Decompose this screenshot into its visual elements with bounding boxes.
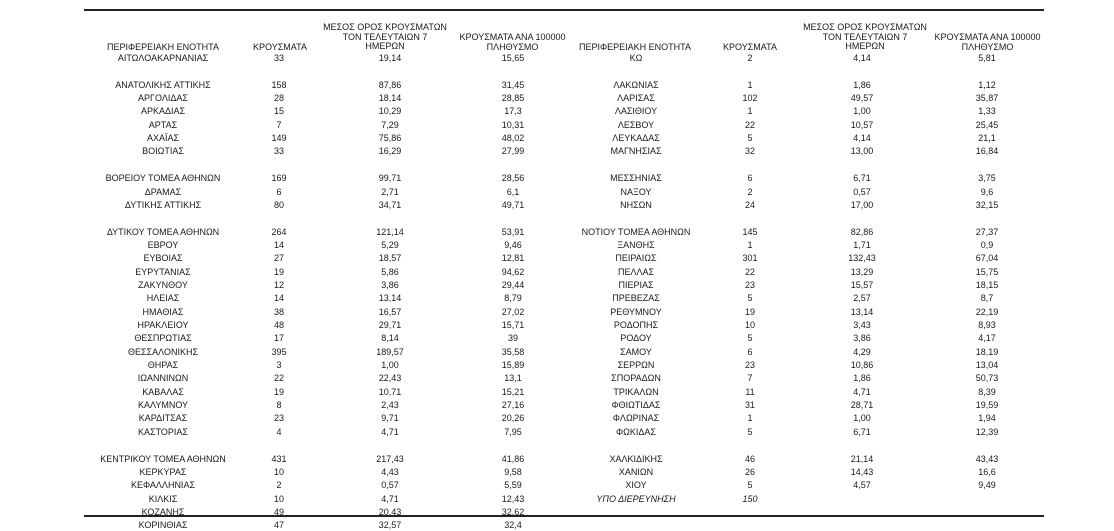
cell-region: ΑΧΑΪΑΣ bbox=[146, 133, 180, 144]
cell-avg7: 2,43 bbox=[381, 400, 399, 411]
left-header-avg7: ΜΕΣΟΣ ΟΡΟΣ ΚΡΟΥΣΜΑΤΩΝ ΤΟΝ ΤΕΛΕΥΤΑΙΩΝ 7 ΗΜΕΡΩΝ bbox=[323, 22, 447, 51]
cell-region: ΧΑΛΚΙΔΙΚΗΣ bbox=[609, 453, 663, 464]
table-row bbox=[0, 146, 1114, 157]
cell-avg7: 99,71 bbox=[378, 173, 402, 184]
table-row bbox=[0, 133, 1114, 144]
cell-avg7: 29,71 bbox=[378, 320, 402, 330]
cell-avg7: 4,71 bbox=[381, 493, 399, 504]
cell-region: ΡΟΔΟΥ bbox=[620, 333, 652, 344]
cell-region: ΑΙΤΩΛΟΑΚΑΡΝΑΝΙΑΣ bbox=[117, 53, 209, 63]
cell-region: ΚΕΦΑΛΛΗΝΙΑΣ bbox=[130, 480, 196, 491]
cell-avg7: 6,71 bbox=[853, 426, 871, 437]
cell-avg7: 15,57 bbox=[850, 279, 874, 290]
cell-per100k: 5,81 bbox=[978, 53, 996, 63]
cell-region: ΠΡΕΒΕΖΑΣ bbox=[612, 293, 660, 304]
cell-region: ΕΒΡΟΥ bbox=[147, 239, 179, 250]
cell-avg7: 16,29 bbox=[378, 146, 402, 157]
cell-cases: 24 bbox=[744, 199, 756, 210]
cell-avg7: 2,71 bbox=[381, 186, 399, 197]
table-row bbox=[0, 480, 1114, 491]
cell-per100k: 16,6 bbox=[978, 466, 996, 477]
cell-cases: 19 bbox=[273, 386, 285, 397]
cell-per100k: 15,89 bbox=[501, 360, 525, 371]
table-row bbox=[0, 227, 1114, 238]
cell-per100k: 10,31 bbox=[501, 119, 525, 130]
cell-avg7: 217,43 bbox=[376, 453, 404, 464]
cell-avg7: 1,00 bbox=[381, 360, 399, 371]
cell-region: ΚΩ bbox=[629, 53, 643, 63]
cell-cases: 7 bbox=[747, 373, 753, 384]
cell-avg7: 19,14 bbox=[378, 53, 402, 63]
cell-cases: 264 bbox=[271, 226, 287, 237]
cell-avg7: 10,57 bbox=[850, 119, 874, 130]
cell-avg7: 18,14 bbox=[378, 93, 402, 104]
cell-cases: 26 bbox=[744, 466, 756, 477]
cell-avg7: 4,71 bbox=[853, 386, 871, 397]
cell-per100k: 8,39 bbox=[978, 386, 996, 397]
cell-cases: 2 bbox=[747, 186, 753, 197]
cell-region: ΚΑΒΑΛΑΣ bbox=[142, 386, 184, 397]
cell-cases: 2 bbox=[747, 53, 753, 63]
cell-avg7: 189,57 bbox=[376, 346, 404, 357]
cell-region: ΛΑΡΙΣΑΣ bbox=[617, 93, 655, 104]
cell-cases: 1 bbox=[747, 239, 753, 250]
cell-avg7: 32,57 bbox=[378, 520, 402, 531]
cell-region: ΗΛΕΙΑΣ bbox=[146, 293, 180, 304]
cell-avg7: 13,14 bbox=[378, 293, 402, 304]
cell-cases: 395 bbox=[271, 346, 287, 357]
cell-per100k: 27,02 bbox=[501, 306, 525, 317]
cell-cases: 47 bbox=[273, 520, 285, 531]
cell-per100k: 27,99 bbox=[501, 146, 525, 157]
cell-cases: 5 bbox=[747, 333, 753, 344]
cell-cases: 7 bbox=[276, 119, 282, 130]
cell-avg7: 75,86 bbox=[378, 133, 402, 144]
cell-cases: 33 bbox=[273, 53, 285, 63]
cell-avg7: 10,86 bbox=[850, 360, 874, 371]
cell-cases: 23 bbox=[744, 360, 756, 371]
cell-per100k: 8,79 bbox=[504, 293, 522, 304]
cell-region: ΦΩΚΙΔΑΣ bbox=[616, 426, 656, 437]
table-row bbox=[0, 360, 1114, 371]
cell-region: ΛΕΣΒΟΥ bbox=[617, 119, 655, 130]
cell-avg7: 0,57 bbox=[381, 480, 399, 491]
table-row bbox=[0, 93, 1114, 104]
cell-per100k: 28,85 bbox=[501, 93, 525, 104]
cell-cases: 10 bbox=[273, 466, 285, 477]
cell-avg7: 1,71 bbox=[853, 239, 871, 250]
cell-region: ΗΡΑΚΛΕΙΟΥ bbox=[137, 320, 189, 330]
bottom-rule bbox=[84, 515, 1044, 517]
cell-region: ΣΠΟΡΑΔΩΝ bbox=[611, 373, 661, 384]
cell-avg7: 3,86 bbox=[853, 333, 871, 344]
cell-cases: 32 bbox=[744, 146, 756, 157]
table-row bbox=[0, 253, 1114, 264]
cell-cases: 5 bbox=[747, 480, 753, 491]
cell-region: ΝΗΣΩΝ bbox=[620, 199, 652, 210]
top-rule bbox=[84, 9, 1044, 11]
cell-per100k: 9,6 bbox=[980, 186, 994, 197]
cell-per100k: 19,59 bbox=[975, 400, 999, 411]
cell-avg7: 34,71 bbox=[378, 199, 402, 210]
cell-avg7: 17,00 bbox=[850, 199, 874, 210]
cell-region: ΚΑΣΤΟΡΙΑΣ bbox=[138, 426, 188, 437]
cell-cases: 17 bbox=[273, 333, 285, 344]
cell-region: ΧΑΝΙΩΝ bbox=[618, 466, 654, 477]
cell-per100k: 32,62 bbox=[501, 506, 525, 517]
cell-cases: 149 bbox=[271, 133, 287, 144]
cell-per100k: 21,1 bbox=[978, 133, 996, 144]
cell-per100k: 15,75 bbox=[975, 266, 999, 277]
cell-cases: 48 bbox=[273, 320, 285, 330]
cell-cases: 27 bbox=[273, 253, 285, 264]
cell-cases: 10 bbox=[744, 320, 756, 330]
cell-avg7: 20,43 bbox=[378, 506, 402, 517]
table-row bbox=[0, 106, 1114, 117]
cell-per100k: 29,44 bbox=[501, 279, 525, 290]
table-row bbox=[0, 347, 1114, 358]
cell-cases: 6 bbox=[747, 346, 753, 357]
cell-avg7: 18,57 bbox=[378, 253, 402, 264]
cell-avg7: 121,14 bbox=[376, 226, 404, 237]
cell-per100k: 1,33 bbox=[978, 106, 996, 117]
cell-cases: 1 bbox=[747, 413, 753, 424]
cell-cases: 3 bbox=[276, 360, 282, 371]
table-row bbox=[0, 66, 1114, 77]
table-row bbox=[0, 413, 1114, 424]
cell-region: ΜΑΓΝΗΣΙΑΣ bbox=[610, 146, 662, 157]
cell-avg7: 3,86 bbox=[381, 279, 399, 290]
cell-region: ΠΙΕΡΙΑΣ bbox=[618, 279, 654, 290]
cell-per100k: 7,95 bbox=[504, 426, 522, 437]
cell-per100k: 67,04 bbox=[975, 253, 999, 264]
cell-cases: 102 bbox=[742, 93, 758, 104]
cell-per100k: 4,17 bbox=[978, 333, 996, 344]
cell-cases: 158 bbox=[271, 79, 287, 90]
cell-per100k: 12,39 bbox=[975, 426, 999, 437]
cell-cases: 23 bbox=[744, 279, 756, 290]
cell-per100k: 9,58 bbox=[504, 466, 522, 477]
cell-avg7: 13,00 bbox=[850, 146, 874, 157]
cell-region: ΑΡΓΟΛΙΔΑΣ bbox=[138, 93, 188, 104]
cell-cases: 6 bbox=[276, 186, 282, 197]
cell-cases: 33 bbox=[273, 146, 285, 157]
cell-avg7: 82,86 bbox=[850, 226, 874, 237]
cell-avg7: 5,29 bbox=[381, 239, 399, 250]
cell-cases: 169 bbox=[271, 173, 287, 184]
cell-avg7: 22,43 bbox=[378, 373, 402, 384]
cell-per100k: 32,4 bbox=[504, 520, 522, 531]
cell-avg7: 1,86 bbox=[853, 373, 871, 384]
table-row bbox=[0, 333, 1114, 344]
cell-per100k: 22,19 bbox=[975, 306, 999, 317]
cell-avg7: 14,43 bbox=[850, 466, 874, 477]
cell-region: ΒΟΡΕΙΟΥ ΤΟΜΕΑ ΑΘΗΝΩΝ bbox=[105, 173, 221, 184]
cell-region: ΚΑΛΥΜΝΟΥ bbox=[137, 400, 189, 411]
cell-avg7: 4,43 bbox=[381, 466, 399, 477]
cell-region: ΒΟΙΩΤΙΑΣ bbox=[142, 146, 184, 157]
table-row bbox=[0, 307, 1114, 318]
cell-region: ΙΩΑΝΝΙΝΩΝ bbox=[137, 373, 189, 384]
table-row bbox=[0, 387, 1114, 398]
table-row bbox=[0, 320, 1114, 331]
cell-cases: 301 bbox=[742, 253, 758, 264]
cell-per100k: 16,84 bbox=[975, 146, 999, 157]
cell-avg7: 21,14 bbox=[850, 453, 874, 464]
cell-cases: 5 bbox=[747, 293, 753, 304]
cell-region: ΤΡΙΚΑΛΩΝ bbox=[613, 386, 659, 397]
cell-cases: 8 bbox=[276, 400, 282, 411]
cell-region: ΠΕΙΡΑΙΩΣ bbox=[615, 253, 657, 264]
cell-region: ΔΥΤΙΚΗΣ ΑΤΤΙΚΗΣ bbox=[124, 199, 202, 210]
cell-per100k: 35,87 bbox=[975, 93, 999, 104]
cell-avg7: 13,29 bbox=[850, 266, 874, 277]
cell-region: ΡΟΔΟΠΗΣ bbox=[613, 320, 659, 330]
table-row bbox=[0, 293, 1114, 304]
cell-region: ΘΕΣΠΡΩΤΙΑΣ bbox=[134, 333, 192, 344]
cell-per100k: 12,81 bbox=[501, 253, 525, 264]
cell-avg7: 87,86 bbox=[378, 79, 402, 90]
cell-per100k: 12,43 bbox=[501, 493, 525, 504]
cell-avg7: 4,57 bbox=[853, 480, 871, 491]
cell-cases: 11 bbox=[745, 386, 755, 397]
cell-avg7: 4,14 bbox=[853, 53, 871, 63]
cell-avg7: 10,71 bbox=[378, 386, 402, 397]
cell-per100k: 9,46 bbox=[504, 239, 522, 250]
table-row bbox=[0, 467, 1114, 478]
cell-region: ΘΕΣΣΑΛΟΝΙΚΗΣ bbox=[127, 346, 199, 357]
cell-avg7: 2,57 bbox=[853, 293, 871, 304]
cell-per100k: 15,65 bbox=[501, 53, 525, 63]
cell-per100k: 13,1 bbox=[504, 373, 522, 384]
table-row bbox=[0, 494, 1114, 505]
cell-region: ΚΕΝΤΡΙΚΟΥ ΤΟΜΕΑ ΑΘΗΝΩΝ bbox=[100, 453, 226, 464]
cell-cases: 1 bbox=[747, 106, 753, 117]
cell-avg7: 4,71 bbox=[381, 426, 399, 437]
cell-avg7: 4,14 bbox=[853, 133, 871, 144]
right-header-region: ΠΕΡΙΦΕΡΕΙΑΚΗ ΕΝΟΤΗΤΑ bbox=[578, 42, 692, 52]
table-row bbox=[0, 240, 1114, 251]
cell-cases: 15 bbox=[273, 106, 285, 117]
cell-avg7: 9,71 bbox=[381, 413, 399, 424]
cell-region: ΖΑΚΥΝΘΟΥ bbox=[138, 279, 188, 290]
cell-cases: 4 bbox=[276, 426, 282, 437]
cell-per100k: 3,75 bbox=[978, 173, 996, 184]
cell-per100k: 1,94 bbox=[978, 413, 996, 424]
cell-per100k: 15,21 bbox=[501, 386, 525, 397]
cell-per100k: 15,71 bbox=[501, 320, 525, 330]
cell-cases: 28 bbox=[273, 93, 285, 104]
table-row bbox=[0, 173, 1114, 184]
cell-cases: 22 bbox=[744, 266, 756, 277]
cell-per100k: 94,62 bbox=[501, 266, 525, 277]
cell-per100k: 27,37 bbox=[975, 226, 999, 237]
cell-per100k: 18,19 bbox=[975, 346, 999, 357]
cell-cases: 14 bbox=[273, 293, 285, 304]
cell-per100k: 41,86 bbox=[501, 453, 525, 464]
cell-cases: 23 bbox=[273, 413, 285, 424]
right-header-avg7: ΜΕΣΟΣ ΟΡΟΣ ΚΡΟΥΣΜΑΤΩΝ ΤΟΝ ΤΕΛΕΥΤΑΙΩΝ 7 ΗΜΕΡΩΝ bbox=[803, 22, 927, 51]
cell-avg7: 132,43 bbox=[848, 253, 876, 264]
cell-avg7: 7,29 bbox=[381, 119, 399, 130]
cell-region: ΘΗΡΑΣ bbox=[147, 360, 179, 371]
cell-per100k: 27,16 bbox=[501, 400, 525, 411]
cell-region: ΥΠΟ ΔΙΕΡΕΥΝΗΣΗ bbox=[596, 493, 676, 504]
cell-per100k: 43,43 bbox=[975, 453, 999, 464]
cell-per100k: 50,73 bbox=[975, 373, 999, 384]
cell-avg7: 49,57 bbox=[850, 93, 874, 104]
cell-region: ΛΑΚΩΝΙΑΣ bbox=[613, 79, 659, 90]
cell-cases: 12 bbox=[273, 279, 285, 290]
cell-avg7: 4,29 bbox=[853, 346, 871, 357]
cell-region: ΔΥΤΙΚΟΥ ΤΟΜΕΑ ΑΘΗΝΩΝ bbox=[106, 226, 220, 237]
cell-per100k: 28,56 bbox=[501, 173, 525, 184]
cell-per100k: 18,15 bbox=[975, 279, 999, 290]
cell-per100k: 17,3 bbox=[504, 106, 522, 117]
cell-cases: 150 bbox=[742, 493, 758, 504]
cell-region: ΠΕΛΛΑΣ bbox=[617, 266, 655, 277]
cell-avg7: 28,71 bbox=[850, 400, 874, 411]
cell-region: ΝΟΤΙΟΥ ΤΟΜΕΑ ΑΘΗΝΩΝ bbox=[581, 226, 691, 237]
cell-cases: 31 bbox=[744, 400, 756, 411]
table-row bbox=[0, 454, 1114, 465]
cell-avg7: 16,57 bbox=[378, 306, 402, 317]
cell-avg7: 8,14 bbox=[381, 333, 399, 344]
cell-cases: 5 bbox=[747, 426, 753, 437]
table-row bbox=[0, 160, 1114, 171]
cell-per100k: 6,1 bbox=[506, 186, 520, 197]
cell-per100k: 5,59 bbox=[504, 480, 522, 491]
cell-cases: 2 bbox=[276, 480, 282, 491]
cell-avg7: 5,86 bbox=[381, 266, 399, 277]
cell-region: ΚΕΡΚΥΡΑΣ bbox=[139, 466, 187, 477]
table-row bbox=[0, 267, 1114, 278]
cell-region: ΑΝΑΤΟΛΙΚΗΣ ΑΤΤΙΚΗΣ bbox=[115, 79, 211, 90]
cell-avg7: 13,14 bbox=[850, 306, 874, 317]
cell-avg7: 1,00 bbox=[853, 106, 871, 117]
table-row bbox=[0, 120, 1114, 131]
cell-region: ΚΑΡΔΙΤΣΑΣ bbox=[138, 413, 188, 424]
cell-region: ΜΕΣΣΗΝΙΑΣ bbox=[610, 173, 662, 184]
cell-cases: 1 bbox=[747, 79, 753, 90]
cell-cases: 145 bbox=[742, 226, 758, 237]
cell-region: ΔΡΑΜΑΣ bbox=[144, 186, 182, 197]
cell-cases: 14 bbox=[273, 239, 285, 250]
cell-region: ΚΟΡΙΝΘΙΑΣ bbox=[138, 520, 188, 531]
cell-region: ΝΑΞΟΥ bbox=[620, 186, 652, 197]
table-row bbox=[0, 440, 1114, 451]
right-header-cases: ΚΡΟΥΣΜΑΤΑ bbox=[723, 42, 777, 52]
cell-avg7: 1,00 bbox=[853, 413, 871, 424]
table-row bbox=[0, 80, 1114, 91]
table-row bbox=[0, 53, 1114, 64]
cell-cases: 22 bbox=[744, 119, 756, 130]
cell-avg7: 6,71 bbox=[853, 173, 871, 184]
table-row bbox=[0, 200, 1114, 211]
cell-region: ΕΥΒΟΙΑΣ bbox=[143, 253, 183, 264]
cell-per100k: 25,45 bbox=[975, 119, 999, 130]
cell-region: ΣΑΜΟΥ bbox=[620, 346, 652, 357]
cell-cases: 49 bbox=[273, 506, 285, 517]
cell-region: ΣΕΡΡΩΝ bbox=[617, 360, 655, 371]
cell-cases: 22 bbox=[273, 373, 285, 384]
cell-avg7: 10,29 bbox=[378, 106, 402, 117]
table-row bbox=[0, 187, 1114, 198]
cell-region: ΗΜΑΘΙΑΣ bbox=[142, 306, 184, 317]
cell-per100k: 9,49 bbox=[978, 480, 996, 491]
cell-region: ΞΑΝΘΗΣ bbox=[617, 239, 655, 250]
cell-per100k: 53,91 bbox=[501, 226, 525, 237]
cell-per100k: 31,45 bbox=[501, 79, 525, 90]
cell-avg7: 0,57 bbox=[853, 186, 871, 197]
cell-per100k: 49,71 bbox=[501, 199, 525, 210]
cell-region: ΛΕΥΚΑΔΑΣ bbox=[612, 133, 660, 144]
cell-region: ΚΙΛΚΙΣ bbox=[148, 493, 178, 504]
cell-per100k: 32,15 bbox=[975, 199, 999, 210]
cell-region: ΕΥΡΥΤΑΝΙΑΣ bbox=[135, 266, 191, 277]
cell-per100k: 8,7 bbox=[980, 293, 994, 304]
cell-cases: 10 bbox=[273, 493, 285, 504]
left-header-per100k: ΚΡΟΥΣΜΑΤΑ ΑΝΑ 100000 ΠΛΗΘΥΣΜΟ bbox=[459, 32, 566, 52]
cell-cases: 19 bbox=[744, 306, 756, 317]
cell-cases: 46 bbox=[744, 453, 756, 464]
cell-region: ΧΙΟΥ bbox=[625, 480, 647, 491]
cell-cases: 19 bbox=[273, 266, 285, 277]
cell-region: ΡΕΘΥΜΝΟΥ bbox=[610, 306, 662, 317]
table-row bbox=[0, 213, 1114, 224]
left-header-region: ΠΕΡΙΦΕΡΕΙΑΚΗ ΕΝΟΤΗΤΑ bbox=[106, 42, 220, 52]
cell-region: ΚΟΖΑΝΗΣ bbox=[141, 506, 185, 517]
cell-region: ΑΡΤΑΣ bbox=[148, 119, 178, 130]
table-row bbox=[0, 400, 1114, 411]
cell-per100k: 35,58 bbox=[501, 346, 525, 357]
cell-region: ΦΛΩΡΙΝΑΣ bbox=[612, 413, 660, 424]
table-row bbox=[0, 280, 1114, 291]
table-row bbox=[0, 520, 1114, 531]
cell-cases: 431 bbox=[271, 453, 287, 464]
cell-cases: 5 bbox=[747, 133, 753, 144]
cell-avg7: 1,86 bbox=[853, 79, 871, 90]
table-row bbox=[0, 427, 1114, 438]
table-row bbox=[0, 373, 1114, 384]
cell-per100k: 48,02 bbox=[501, 133, 525, 144]
cell-per100k: 39 bbox=[507, 333, 519, 344]
cell-cases: 38 bbox=[273, 306, 285, 317]
cell-cases: 6 bbox=[747, 173, 753, 184]
cell-per100k: 20,26 bbox=[501, 413, 525, 424]
cell-per100k: 0,9 bbox=[980, 239, 994, 250]
cell-region: ΑΡΚΑΔΙΑΣ bbox=[140, 106, 186, 117]
cell-cases: 80 bbox=[273, 199, 285, 210]
cell-per100k: 8,93 bbox=[978, 320, 996, 330]
cell-region: ΛΑΣΙΘΙΟΥ bbox=[614, 106, 658, 117]
left-header-cases: ΚΡΟΥΣΜΑΤΑ bbox=[253, 42, 307, 52]
cell-per100k: 1,12 bbox=[978, 79, 996, 90]
cell-avg7: 3,43 bbox=[853, 320, 871, 330]
cell-per100k: 13,04 bbox=[975, 360, 999, 371]
cell-region: ΦΘΙΩΤΙΔΑΣ bbox=[611, 400, 661, 411]
right-header-per100k: ΚΡΟΥΣΜΑΤΑ ΑΝΑ 100000 ΠΛΗΘΥΣΜΟ bbox=[934, 32, 1041, 52]
